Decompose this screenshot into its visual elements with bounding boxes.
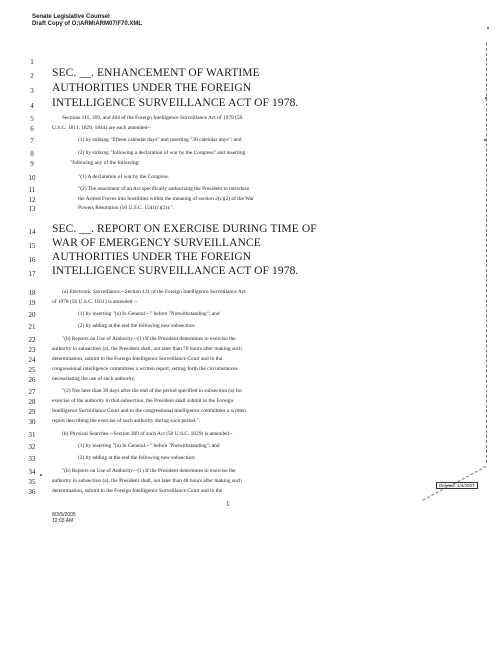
line-text: (a) Electronic Surveillance.--Section 111 of the Foreign Intelligence Surveillance Act: [62, 289, 246, 295]
section-heading: AUTHORITIES UNDER THE FOREIGN: [52, 82, 252, 94]
section-heading: INTELLIGENCE SURVEILLANCE ACT OF 1978.: [52, 265, 299, 277]
line-number: 22: [28, 336, 36, 344]
line-text: congressional intelligence committees a written report, setting forth the circumstances: [52, 366, 238, 372]
line-text: (1) by inserting "(a) In General.--" before "Notwithstanding"; and: [78, 443, 220, 449]
line-text: "(1) A declaration of war by the Congress.: [78, 174, 170, 180]
line-number: 2: [30, 72, 34, 80]
line-text: (1) by striking "fifteen calendar days" and inserting "30 calendar days"; and: [78, 137, 242, 143]
scan-speck: [487, 27, 489, 29]
page-number: 1: [226, 500, 230, 508]
line-number: 8: [30, 150, 34, 158]
line-number: 26: [28, 376, 36, 384]
footer-time: 12:03 AM: [52, 518, 74, 524]
line-number: 1: [30, 58, 34, 66]
document-footer: [52, 512, 76, 524]
line-number: 9: [30, 160, 34, 168]
header-line-2: Draft Copy of O:\ARM\ARM07\F70.XML: [32, 21, 143, 27]
line-text: "(2) The enactment of an Act specifically authorizing the President to introduce: [78, 186, 250, 192]
line-number: 18: [28, 289, 36, 297]
line-text: report describing the exercise of such authority during such period.".: [52, 418, 201, 424]
line-text: Intelligence Surveillance Court and to the congressional intelligence committees a written: [52, 408, 246, 414]
section-heading: SEC. __. ENHANCEMENT OF WARTIME: [52, 67, 260, 79]
line-text: "(b) Reports on Use of Authority.--(1) If the President determines to exercise the: [62, 468, 236, 474]
line-number: 12: [28, 196, 36, 204]
line-number: 16: [28, 256, 36, 264]
line-number: 30: [28, 418, 36, 426]
line-number: 11: [28, 186, 36, 194]
header-line-1: Senate Legislative Counsel: [32, 14, 110, 20]
line-number: 4: [30, 102, 34, 110]
line-number: 15: [28, 242, 36, 250]
line-text: Powers Resolution (50 U.S.C. 1541(c)(2)).".: [78, 205, 175, 211]
footer-date: 8/3/5/2005: [52, 512, 76, 518]
line-text: "(b) Reports on Use of Authority.--(1) If the President determines to exercise the: [62, 336, 236, 342]
line-text: of 1978 (50 U.S.C. 1811) is amended --: [52, 299, 138, 305]
line-number: 31: [28, 431, 36, 439]
line-text: (2) by adding at the end the following new subsection:: [78, 455, 196, 461]
line-number: 25: [28, 366, 36, 374]
line-text: (2) by striking "following a declaration of war by the Congress" and inserting: [78, 150, 246, 156]
line-text: (2) by adding at the end the following new subsection:: [78, 323, 196, 329]
section-heading: SEC. __. REPORT ON EXERCISE DURING TIME OF: [52, 223, 317, 235]
section-heading: WAR OF EMERGENCY SURVEILLANCE: [52, 237, 261, 249]
line-number: 14: [28, 228, 36, 236]
line-number: 6: [30, 125, 34, 133]
line-number: 10: [28, 174, 36, 182]
line-text: (b) Physical Searches.--Section 309 of such Act (50 U.S.C. 1829) is amended--: [62, 431, 233, 437]
line-text: determination, submit to the Foreign Intelligence Surveillance Court and to the: [52, 356, 223, 362]
line-number: 33: [28, 455, 36, 463]
line-number: 20: [28, 311, 36, 319]
line-text: U.S.C. 1811, 1829, 1844) are each amended--: [52, 125, 151, 131]
section-heading: AUTHORITIES UNDER THE FOREIGN: [52, 251, 252, 263]
margin-rule: [486, 43, 487, 463]
scan-speck: [485, 97, 487, 99]
line-text: necessitating the use of such authority.: [52, 376, 136, 382]
line-number: 13: [28, 205, 36, 213]
line-text: authority in subsection (a), the President shall, not later than 78 hours after making such: [52, 346, 242, 352]
line-number: 27: [28, 388, 36, 396]
line-text: Sections 111, 309, and 404 of the Foreign Intelligence Surveillance Act of 1978 (50: [62, 115, 243, 121]
section-heading: INTELLIGENCE SURVEILLANCE ACT OF 1978.: [52, 97, 299, 109]
line-text: exercise of the authority in that subsection, the President shall submit to the Foreign: [52, 398, 234, 404]
line-text: authority in subsection (a), the President shall, not later than 48 hours after making such: [52, 478, 242, 484]
line-number: 29: [28, 408, 36, 416]
line-number: 36: [28, 488, 36, 496]
scan-speck: [484, 139, 486, 141]
line-number: 24: [28, 356, 36, 364]
line-number: 21: [28, 323, 36, 331]
line-number: 28: [28, 398, 36, 406]
deleted-comment-box: Deleted: 1/4/2007: [436, 482, 478, 489]
line-number: 34: [28, 468, 36, 476]
scan-speck: [40, 474, 42, 476]
line-text: "(2) Not later than 30 days after the end of the period specified in subsection (a) for: [62, 388, 243, 394]
line-number: 32: [28, 443, 36, 451]
line-number: 19: [28, 299, 36, 307]
line-number: 3: [30, 87, 34, 95]
line-text: determination, submit to the Foreign Intelligence Surveillance Court and to the: [52, 488, 223, 494]
line-number: 5: [30, 115, 34, 123]
line-text: "following any of the following:: [70, 160, 140, 166]
line-text: the Armed Forces into hostilities within the meaning of section 2(c)(2) of the War: [78, 196, 254, 202]
line-number: 7: [30, 137, 34, 145]
line-text: (1) by inserting "(a) In General.--" before "Notwithstanding"; and: [78, 311, 220, 317]
line-number: 23: [28, 346, 36, 354]
line-number: 35: [28, 478, 36, 486]
line-number: 17: [28, 270, 36, 278]
